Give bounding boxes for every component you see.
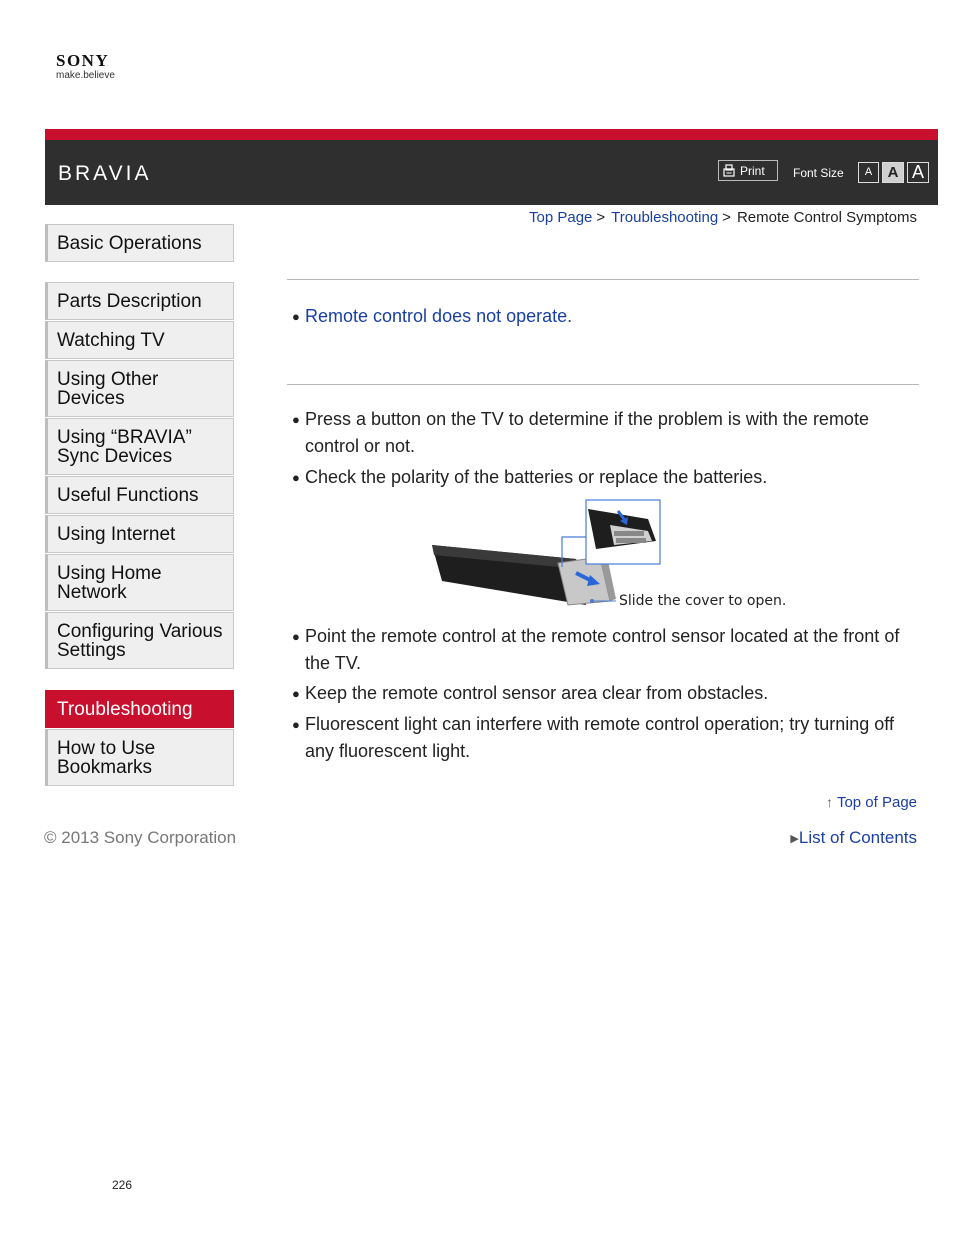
sidebar-item-troubleshooting[interactable]: Troubleshooting — [45, 690, 234, 728]
font-size-label: Font Size — [793, 166, 844, 180]
solution-item: ● Fluorescent light can interfere with remote control operation; try turning off any fluorescent light. — [292, 714, 894, 761]
font-size-large-button[interactable]: A — [907, 162, 929, 183]
print-button[interactable] — [718, 160, 778, 181]
page-number: 226 — [112, 1178, 133, 1192]
print-label: Print — [740, 164, 765, 178]
sidebar-item-configuring-settings[interactable]: Configuring Various Settings — [45, 612, 234, 669]
section-divider — [287, 279, 919, 280]
sidebar-item-using-internet[interactable]: Using Internet — [45, 515, 234, 553]
top-of-page-link[interactable]: Top of Page — [836, 794, 917, 811]
sidebar-item-bookmarks[interactable]: How to Use Bookmarks — [45, 729, 234, 786]
sidebar-item-parts-description[interactable]: Parts Description — [45, 282, 234, 320]
header-bar — [45, 140, 938, 205]
illustration-caption: Slide the cover to open. — [619, 593, 787, 609]
sony-logo — [56, 52, 115, 82]
font-size-small-button[interactable]: A — [858, 162, 879, 183]
font-size-medium-button[interactable]: A — [882, 162, 904, 183]
top-of-page — [826, 794, 917, 811]
breadcrumb-troubleshooting[interactable]: Troubleshooting — [611, 209, 719, 226]
solution-item: ● Check the polarity of the batteries or replace the batteries. — [292, 467, 768, 487]
breadcrumb-top-page[interactable]: Top Page — [529, 209, 593, 226]
sony-brand: SONY — [56, 51, 110, 70]
sidebar-item-watching-tv[interactable]: Watching TV — [45, 321, 234, 359]
sony-tagline: make.believe — [56, 70, 115, 81]
header-accent-strip — [45, 129, 938, 140]
arrow-up-icon: ↑ — [826, 794, 834, 810]
sidebar-item-basic-operations[interactable]: Basic Operations — [45, 224, 234, 262]
triangle-right-icon: ▶ — [790, 833, 799, 845]
list-of-contents-link[interactable]: List of Contents — [798, 828, 917, 847]
solution-item: ● Keep the remote control sensor area clear from obstacles. — [292, 683, 769, 703]
copyright: © 2013 Sony Corporation — [44, 828, 237, 847]
symptom-item: ● Remote control does not operate. — [292, 306, 573, 326]
solution-item: ● Point the remote control at the remote control sensor located at the front of the TV. — [292, 626, 900, 673]
bravia-logo: BRAVIA — [58, 162, 152, 185]
section-divider — [287, 384, 919, 385]
sidebar-item-bravia-sync[interactable]: Using “BRAVIA” Sync Devices — [45, 418, 234, 475]
sidebar-item-using-other-devices[interactable]: Using Other Devices — [45, 360, 234, 417]
breadcrumb: Top Page > Troubleshooting > Remote Control Symptoms — [529, 209, 917, 226]
solution-item: ● Press a button on the TV to determine if the problem is with the remote control or not. — [292, 409, 869, 456]
breadcrumb-current: Remote Control Symptoms — [736, 209, 917, 226]
sidebar-item-home-network[interactable]: Using Home Network — [45, 554, 234, 611]
symptom-link[interactable]: Remote control does not operate. — [305, 306, 573, 326]
print-icon — [723, 164, 735, 180]
sidebar-item-useful-functions[interactable]: Useful Functions — [45, 476, 234, 514]
list-of-contents — [790, 828, 917, 848]
